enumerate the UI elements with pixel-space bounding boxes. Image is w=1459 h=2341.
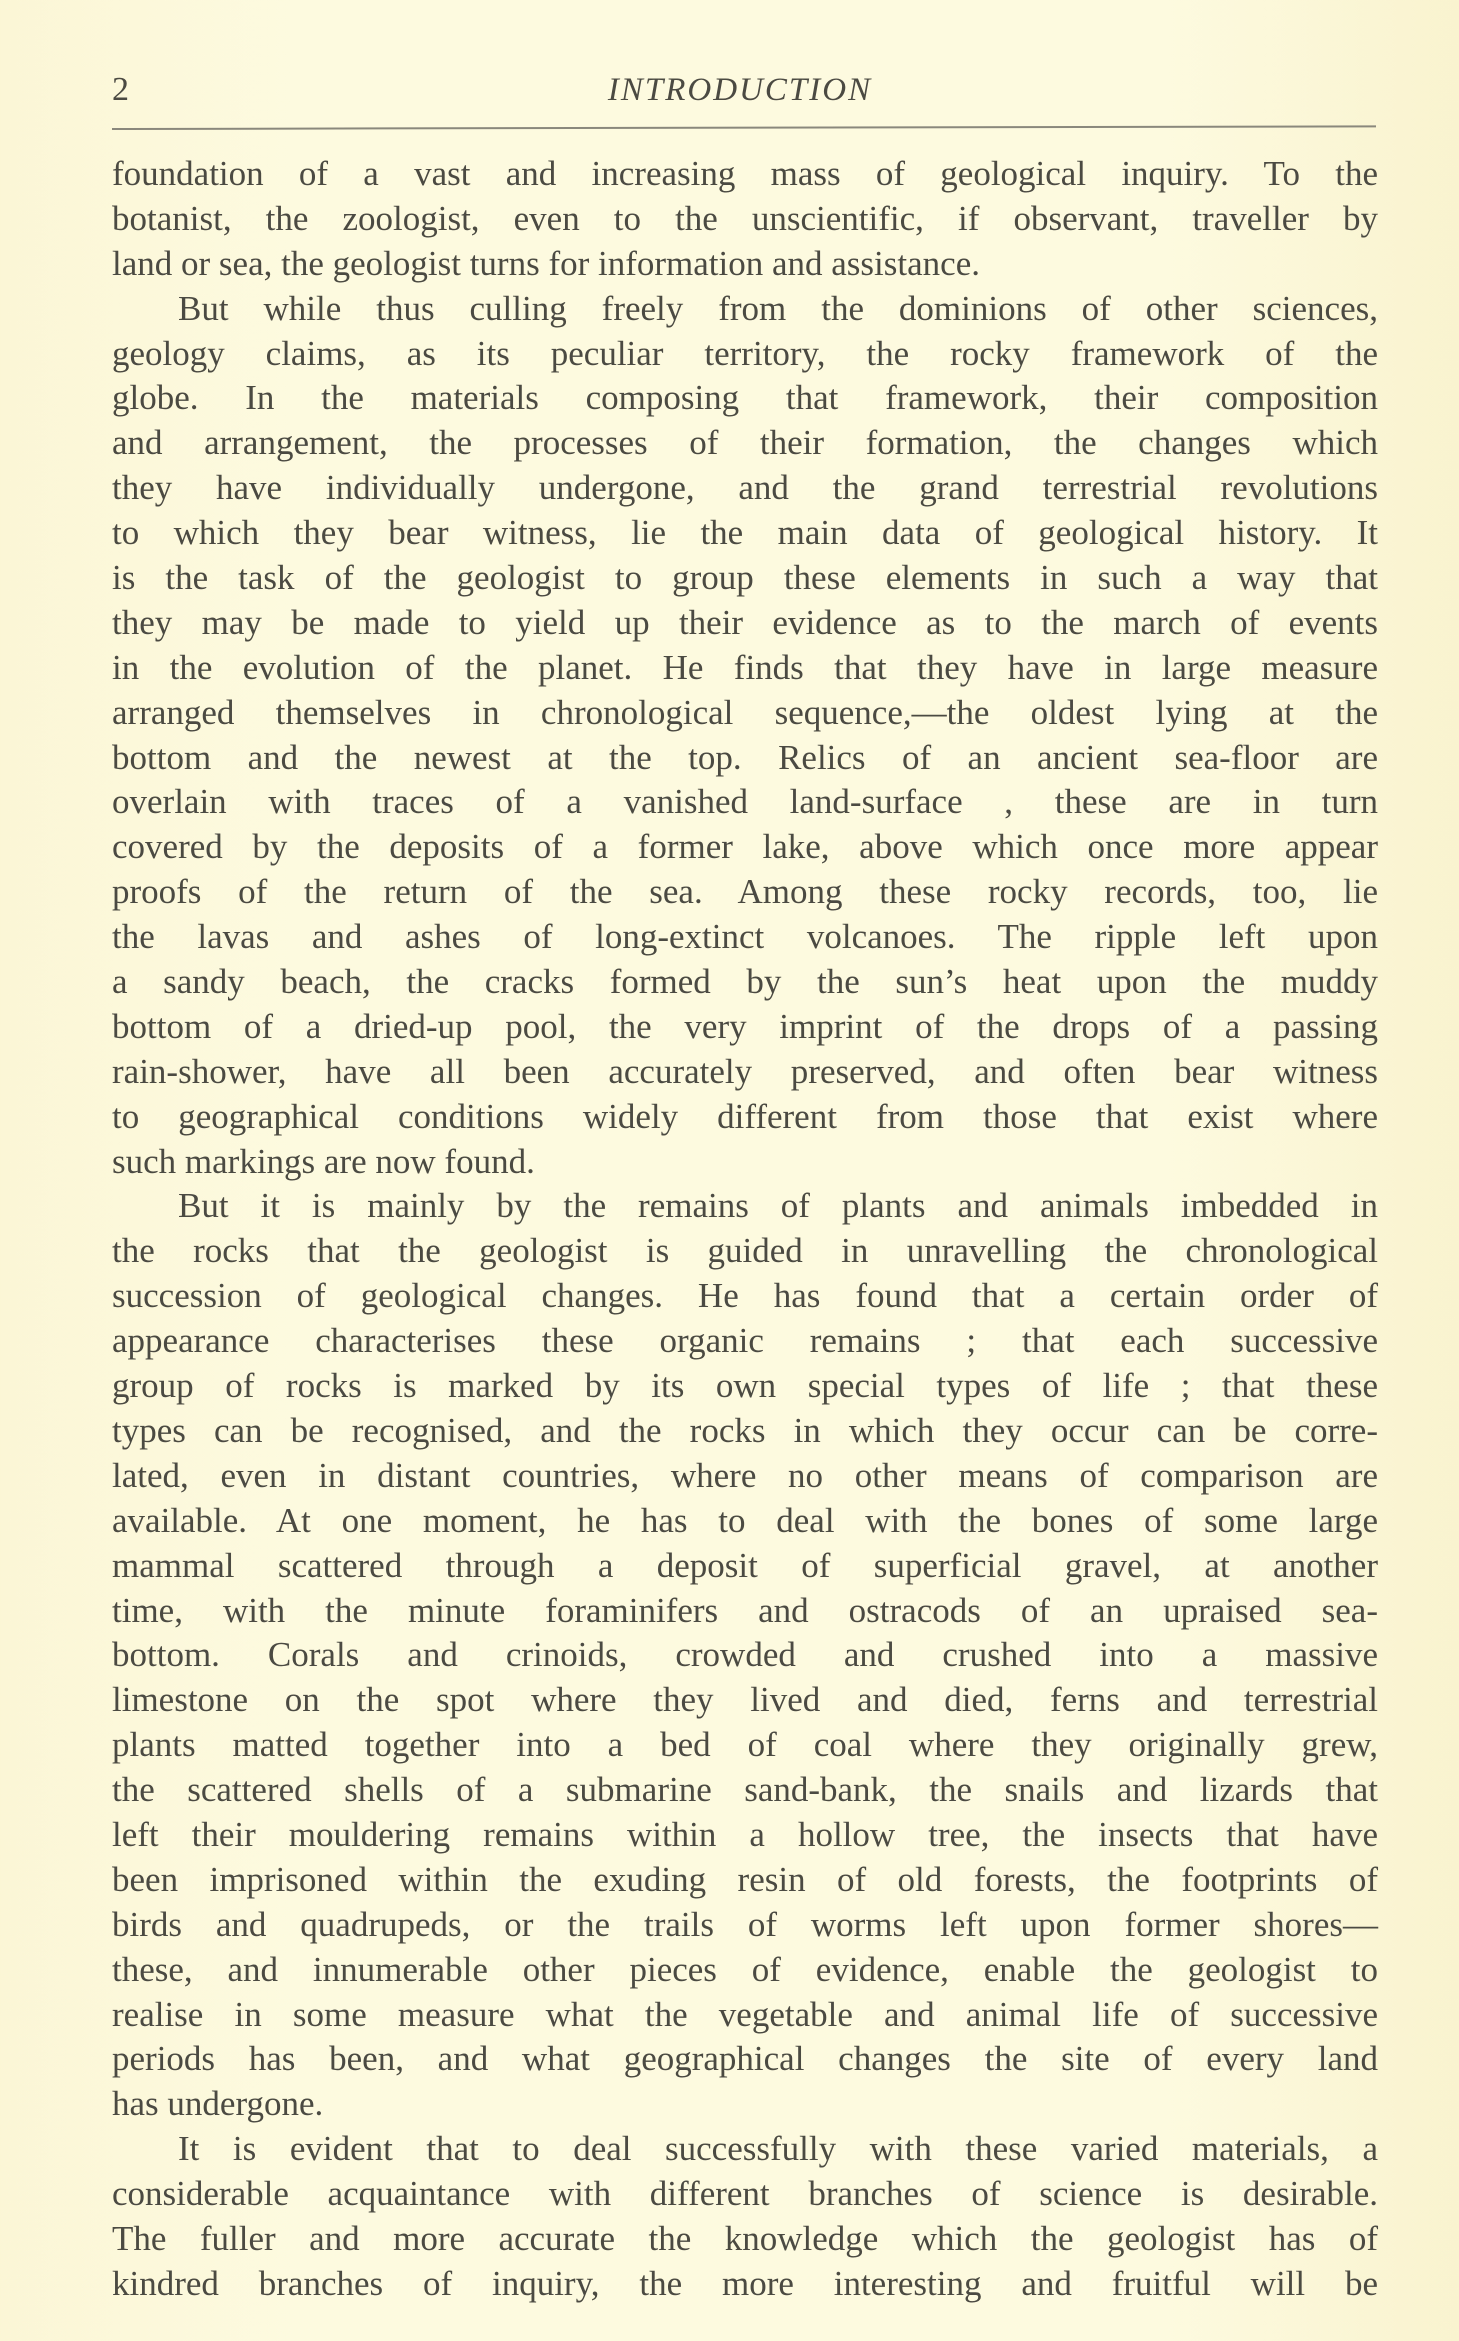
- paragraph: [112, 152, 1378, 287]
- text-line: been imprisoned within the exuding resin of old forests, the footprints of: [112, 1859, 1378, 1899]
- text-line: and arrangement, the processes of their formation, the changes which: [112, 423, 1378, 463]
- text-line: But it is mainly by the remains of plants and animals imbedded in: [178, 1186, 1378, 1226]
- text-line: to geographical conditions widely different from those that exist where: [112, 1096, 1378, 1136]
- text-line: But while thus culling freely from the dominions of other sciences,: [178, 288, 1378, 328]
- text-line: such markings are now found.: [112, 1141, 535, 1181]
- text-line: to which they bear witness, lie the main data of geological history. It: [112, 513, 1378, 553]
- text-line: is the task of the geologist to group these elements in such a way that: [112, 558, 1378, 598]
- text-line: the scattered shells of a submarine sand-bank, the snails and lizards that: [112, 1770, 1378, 1810]
- text-line: birds and quadrupeds, or the trails of worms left upon former shores—: [112, 1904, 1378, 1944]
- text-line: bottom of a dried-up pool, the very imprint of the drops of a passing: [112, 1006, 1378, 1046]
- paragraph: [112, 2127, 1378, 2307]
- page-number: 2: [112, 71, 129, 108]
- text-line: bottom. Corals and crinoids, crowded and crushed into a massive: [112, 1635, 1378, 1675]
- text-line: covered by the deposits of a former lake, above which once more appear: [112, 827, 1378, 867]
- text-line: in the evolution of the planet. He finds that they have in large measure: [112, 647, 1378, 687]
- text-line: available. At one moment, he has to deal with the bones of some large: [112, 1500, 1378, 1540]
- text-line: the lavas and ashes of long-extinct volcanoes. The ripple left upon: [112, 917, 1378, 957]
- text-line: succession of geological changes. He has found that a certain order of: [112, 1276, 1378, 1316]
- text-line: lated, even in distant countries, where no other means of comparison are: [112, 1455, 1378, 1495]
- text-line: limestone on the spot where they lived and died, ferns and terrestrial: [112, 1680, 1378, 1720]
- text-line: realise in some measure what the vegetable and animal life of successive: [112, 1994, 1378, 2034]
- text-line: the rocks that the geologist is guided in unravelling the chronological: [112, 1231, 1378, 1271]
- text-line: left their mouldering remains within a hollow tree, the insects that have: [112, 1814, 1378, 1854]
- text-line: kindred branches of inquiry, the more interesting and fruitful will be: [112, 2263, 1378, 2303]
- running-title: INTRODUCTION: [607, 72, 873, 108]
- paragraph: [112, 287, 1378, 1185]
- text-line: globe. In the materials composing that framework, their composition: [112, 378, 1378, 418]
- text-line: they may be made to yield up their evidence as to the march of events: [112, 602, 1378, 642]
- text-line: rain-shower, have all been accurately preserved, and often bear witness: [112, 1051, 1378, 1091]
- text-line: It is evident that to deal successfully with these varied materials, a: [178, 2129, 1378, 2169]
- text-line: arranged themselves in chronological sequence,—the oldest lying at the: [112, 692, 1378, 732]
- paragraph: [112, 1184, 1378, 2127]
- text-line: mammal scattered through a deposit of superficial gravel, at another: [112, 1545, 1378, 1585]
- text-line: group of rocks is marked by its own special types of life ; that these: [112, 1366, 1378, 1406]
- header-rule: [112, 125, 1376, 130]
- text-line: a sandy beach, the cracks formed by the sun’s heat upon the muddy: [112, 962, 1378, 1002]
- body-text: [112, 152, 1378, 2307]
- text-line: these, and innumerable other pieces of evidence, enable the geologist to: [112, 1949, 1378, 1989]
- text-line: types can be recognised, and the rocks in which they occur can be corre-: [112, 1410, 1378, 1450]
- text-line: considerable acquaintance with different branches of science is desirable.: [112, 2174, 1378, 2214]
- text-line: time, with the minute foraminifers and ostracods of an upraised sea-: [112, 1590, 1378, 1630]
- text-line: geology claims, as its peculiar territory, the rocky framework of the: [112, 333, 1378, 373]
- text-line: plants matted together into a bed of coal where they originally grew,: [112, 1725, 1378, 1765]
- text-line: land or sea, the geologist turns for information and assistance.: [112, 243, 980, 283]
- text-line: botanist, the zoologist, even to the unscientific, if observant, traveller by: [112, 198, 1378, 238]
- text-line: has undergone.: [112, 2084, 324, 2124]
- text-line: overlain with traces of a vanished land-surface , these are in turn: [112, 782, 1378, 822]
- text-line: bottom and the newest at the top. Relics of an ancient sea-floor are: [112, 737, 1378, 777]
- text-line: appearance characterises these organic remains ; that each successive: [112, 1321, 1378, 1361]
- text-line: The fuller and more accurate the knowledge which the geologist has of: [112, 2218, 1378, 2258]
- text-line: they have individually undergone, and the grand terrestrial revolutions: [112, 468, 1378, 508]
- text-line: proofs of the return of the sea. Among these rocky records, too, lie: [112, 872, 1378, 912]
- text-line: foundation of a vast and increasing mass of geological inquiry. To the: [112, 154, 1378, 193]
- text-line: periods has been, and what geographical changes the site of every land: [112, 2039, 1378, 2079]
